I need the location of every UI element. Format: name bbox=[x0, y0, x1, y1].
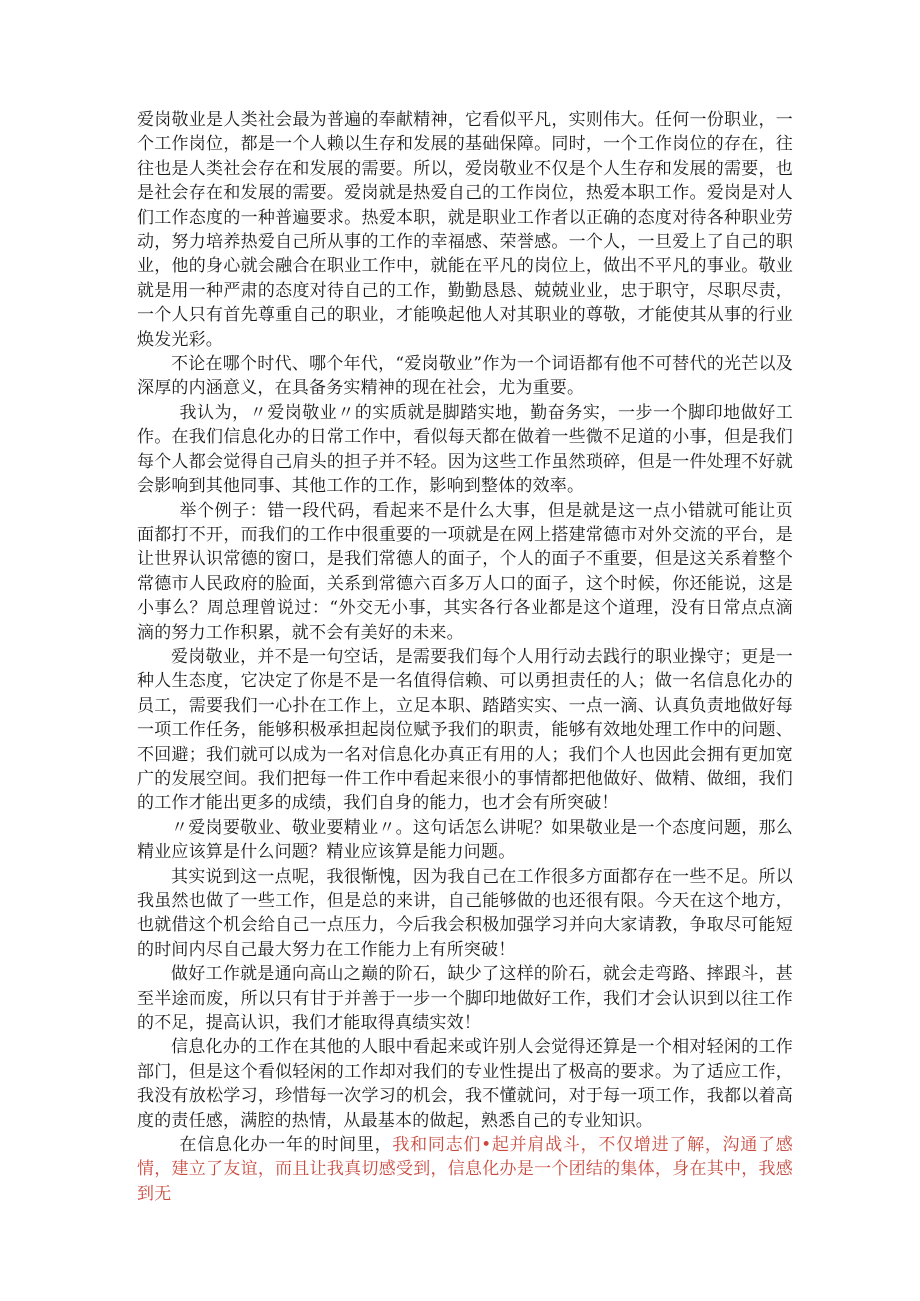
paragraph-10-plain-text: 在信息化办一年的时间里， bbox=[179, 1135, 393, 1156]
paragraph-8: 做好工作就是通向高山之巅的阶石，缺少了这样的阶石，就会走弯路、摔跟斗，甚至半途而废，所以只有甘于并善于一步一个脚印地做好工作，我们才会认识到以往工作的不足，提高认识，我们才能取得真绩实效！ bbox=[137, 964, 793, 1034]
paragraph-9: 信息化办的工作在其他的人眼中看起来或许别人会觉得还算是一个相对轻闲的工作部门，但是这个看似轻闲的工作却对我们的专业性提出了极高的要求。为了适应工作，我没有放松学习，珍惜每一次学习的机会，我不懂就问，对于每一项工作，我都以着高度的责任感，满腔的热情，从最基本的做起，熟悉自己的专业知识。 bbox=[137, 1037, 793, 1131]
paragraph-2: 不论在哪个时代、哪个年代，“爱岗敬业”作为一个词语都有他不可替代的光芒以及深厚的内涵意义，在具备务实精神的现在社会，尤为重要。 bbox=[137, 354, 793, 399]
document-body bbox=[137, 108, 793, 1206]
paragraph-7: 其实说到这一点呢，我很惭愧，因为我自己在工作很多方面都存在一些不足。所以我虽然也做了一些工作，但是总的来讲，自己能够做的也还很有限。今天在这个地方，也就借这个机会给自己一点压力，今后我会积极加强学习并向大家请教，争取尽可能短的时间内尽自己最大努力在工作能力上有所突破！ bbox=[137, 866, 793, 960]
paragraph-4: 举个例子：错一段代码，看起来不是什么大事，但是就是这一点小错就可能让页面都打不开，而我们的工作中很重要的一项就是在网上搭建常德市对外交流的平台，是让世界认识常德的窗口，是我们常德人的面子，个人的面子不重要，但是这关系着整个常德市人民政府的脸面，关系到常德六百多万人口的面子，这个时候，你还能说，这是小事么？周总理曾说过：“外交无小事，其实各行各业都是这个道理，没有日常点点滴滴的努力工作积累，就不会有美好的未来。 bbox=[137, 500, 793, 643]
paragraph-10-highlighted-text: 我和同志们•起并肩战斗，不仅增进了解，沟通了感情，建立了友谊，而且让我真切感受到，信息化办是一个团结的集体，身在其中，我感到无 bbox=[137, 1135, 793, 1204]
paragraph-3: 我认为，〃爱岗敬业〃的实质就是脚踏实地，勤奋务实，一步一个脚印地做好工作。在我们信息化办的日常工作中，看似每天都在做着一些微不足道的小事，但是我们每个人都会觉得自己肩头的担子并不轻。因为这些工作虽然琐碎，但是一件处理不好就会影响到其他同事、其他工作的工作，影响到整体的效率。 bbox=[137, 402, 793, 497]
paragraph-1: 爱岗敬业是人类社会最为普遍的奉献精神，它看似平凡，实则伟大。任何一份职业，一个工作岗位，都是一个人赖以生存和发展的基础保障。同时，一个工作岗位的存在，往往也是人类社会存在和发展的需要。所以，爱岗敬业不仅是个人生存和发展的需要，也是社会存在和发展的需要。爱岗就是热爱自己的工作岗位，热爱本职工作。爱岗是对人们工作态度的一种普遍要求。热爱本职，就是职业工作者以正确的态度对待各种职业劳动，努力培养热爱自己所从事的工作的幸福感、荣誉感。一个人，一旦爱上了自己的职业，他的身心就会融合在职业工作中，就能在平凡的岗位上，做出不平凡的事业。敬业就是用一种严肃的态度对待自己的工作，勤勤恳恳、兢兢业业，忠于职守，尽职尽责，一个人只有首先尊重自己的职业，才能唤起他人对其职业的尊敬，才能使其从事的行业焕发光彩。 bbox=[137, 110, 793, 350]
paragraph-5: 爱岗敬业，并不是一句空话，是需要我们每个人用行动去践行的职业操守；更是一种人生态度，它决定了你是不是一名值得信赖、可以勇担责任的人；做一名信息化办的员工，需要我们一心扑在工作上，立足本职、踏踏实实、一点一滴、认真负责地做好每一项工作任务，能够积极承担起岗位赋予我们的职责，能够有效地处理工作中的问题、不回避；我们就可以成为一名对信息化办真正有用的人；我们个人也因此会拥有更加宽广的发展空间。我们把每一件工作中看起来很小的事情都把他做好、做精、做细，我们的工作才能出更多的成绩，我们自身的能力，也才会有所突破！ bbox=[137, 646, 793, 814]
paragraph-10 bbox=[137, 1133, 793, 1206]
paragraph-6: 〃爱岗要敬业、敬业要精业〃。这句话怎么讲呢？如果敬业是一个态度问题，那么精业应该算是什么问题？精业应该算是能力问题。 bbox=[137, 817, 793, 863]
